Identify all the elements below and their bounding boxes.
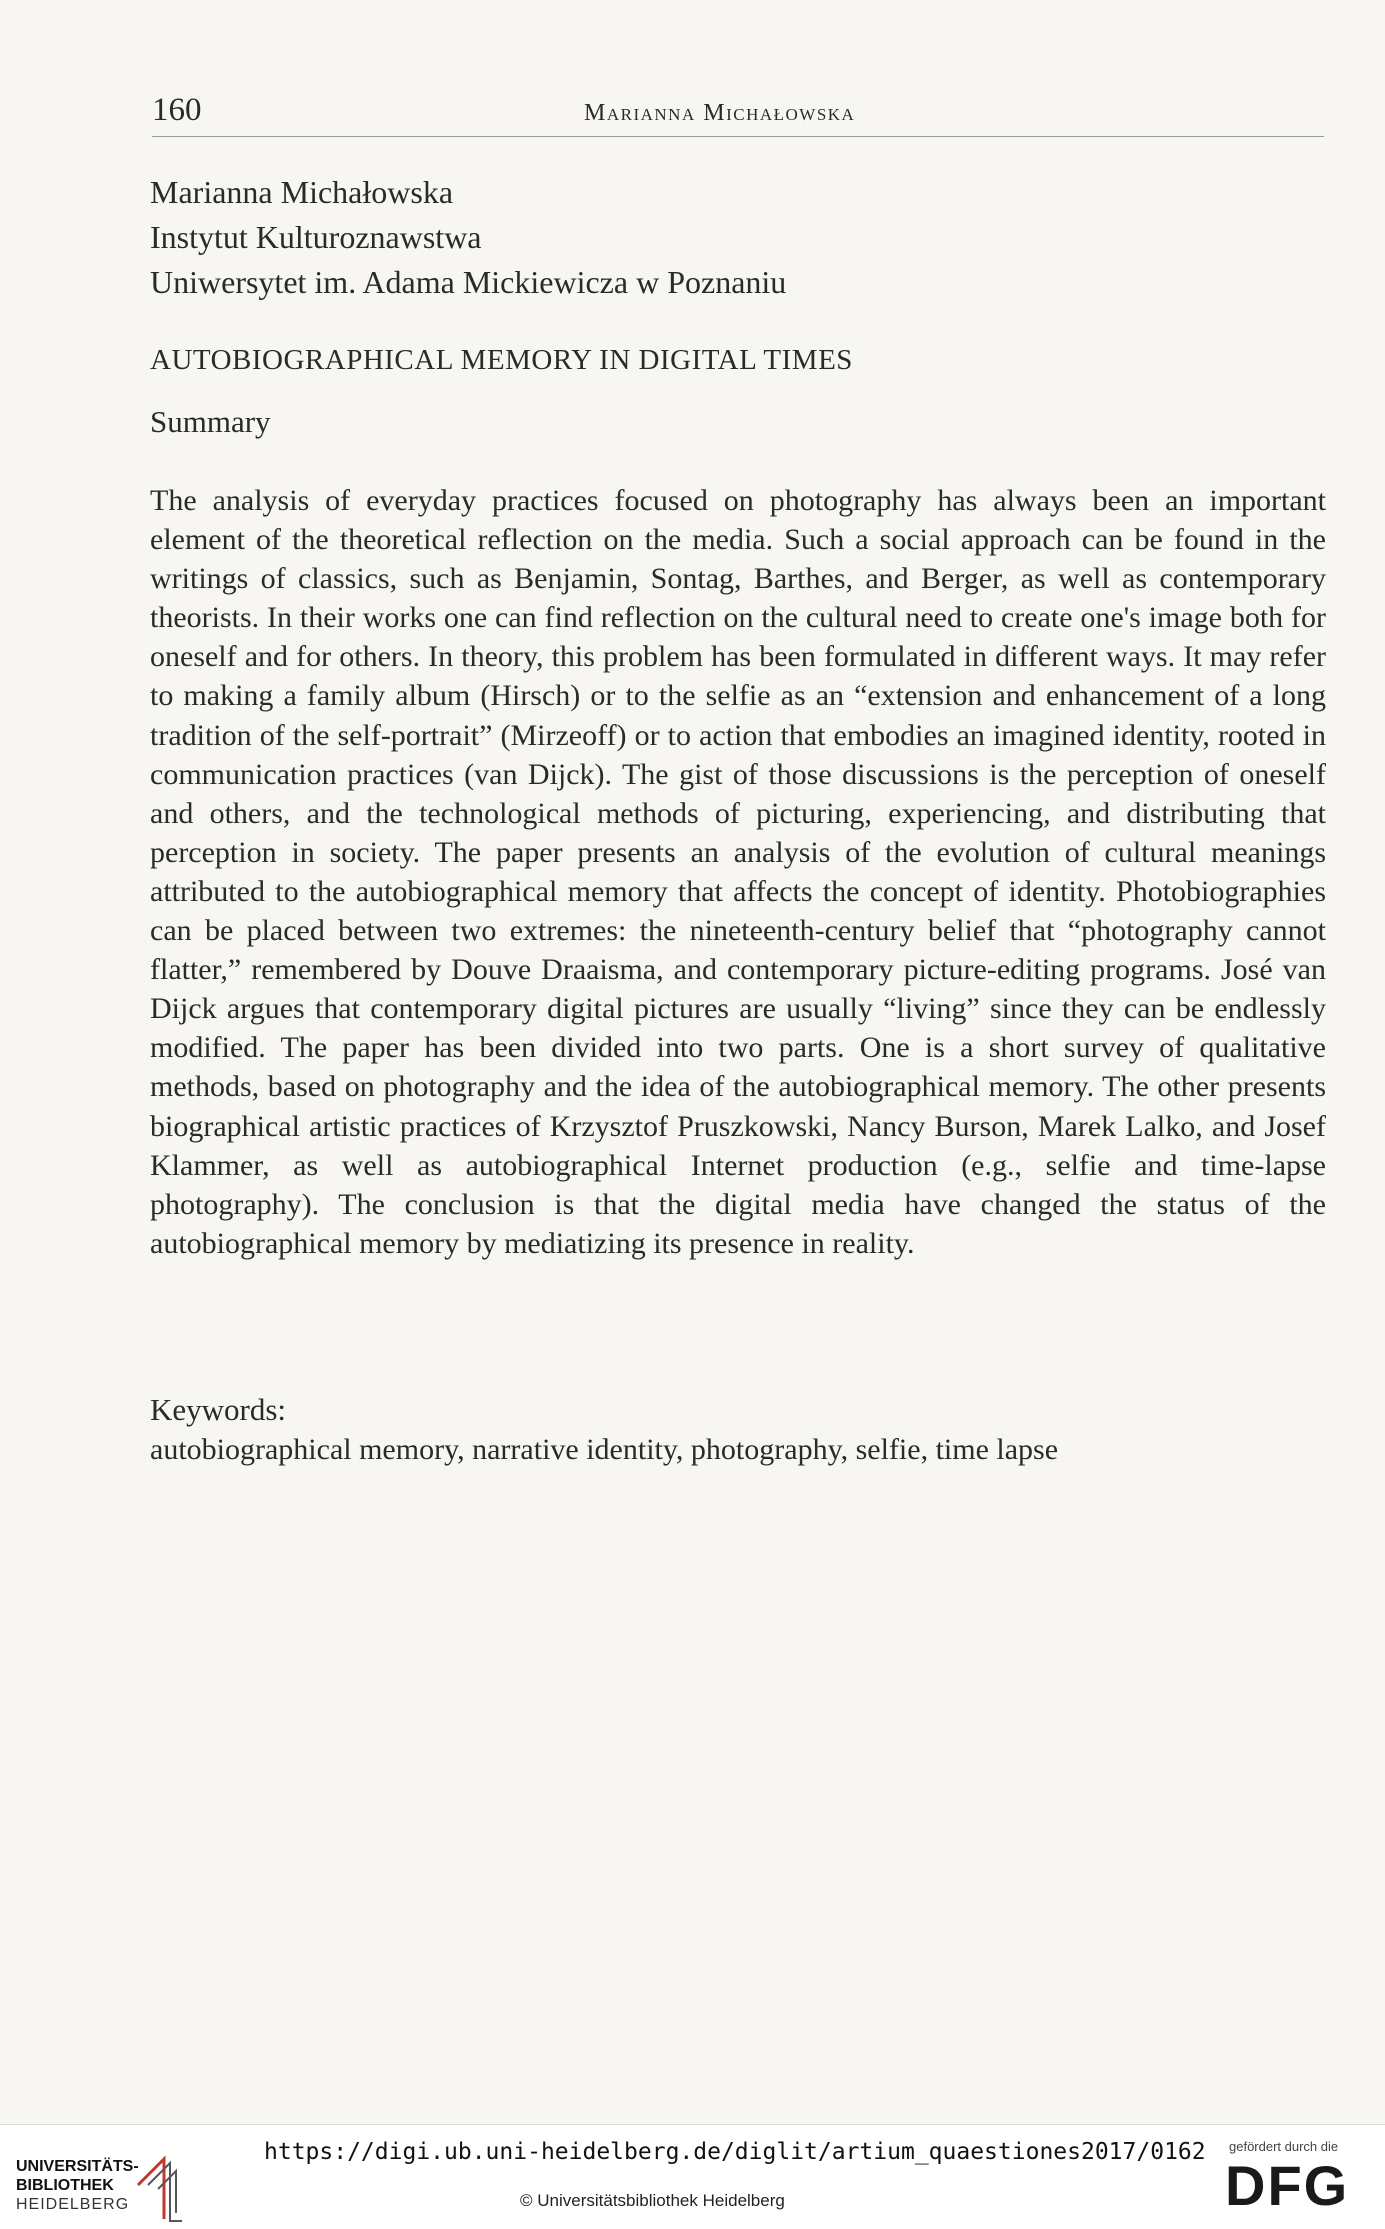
permalink-url[interactable]: https://digi.ub.uni-heidelberg.de/diglit/artium_quaestiones2017/0162: [264, 2139, 1206, 2165]
author-name: Marianna Michałowska: [150, 174, 454, 210]
library-line-1: UNIVERSITÄTS-: [16, 2158, 139, 2175]
keywords-list: autobiographical memory, narrative identity, photography, selfie, time lapse: [150, 1433, 1059, 1466]
library-wordmark: [16, 2157, 139, 2214]
running-head-author: Marianna Michałowska: [584, 100, 856, 126]
dfg-logo[interactable]: [1225, 2133, 1375, 2223]
library-line-2: BIBLIOTHEK: [16, 2177, 114, 2194]
institute-name: Instytut Kulturoznawstwa: [150, 219, 482, 255]
university-name: Uniwersytet im. Adama Mickiewicza w Poznaniu: [150, 264, 787, 300]
running-head: [152, 92, 1324, 137]
keywords-heading: Keywords:: [150, 1392, 287, 1427]
funder-note: gefördert durch die: [1229, 2139, 1339, 2154]
article-title: AUTOBIOGRAPHICAL MEMORY IN DIGITAL TIMES: [150, 344, 853, 376]
page-number: 160: [152, 92, 202, 128]
digitization-footer: [0, 2124, 1385, 2229]
abstract-text: The analysis of everyday practices focused on photography has always been an important element of the theoretical reflection on the media. Such a social approach can be found in the writings of classics, such as Benjamin, Sontag, Barthes, and Berger, as well as contemporary theorists. In their works one can find reflection on the cultural need to create one's image both for oneself and for others. In theory, this problem has been formulated in different ways. It may refer to making a family album (Hirsch) or to the selfie as an “extension and enhancement of a long tradition of the self-portrait” (Mirzeoff) or to action that embodies an imagined identity, rooted in communication practices (van Dijck). The gist of those discussions is the perception of oneself and others, and the technological methods of picturing, experiencing, and distributing that perception in society. The paper presents an analysis of the evolution of cultural meanings attributed to the autobiographical memory that affects the concept of identity. Photobiographies can be placed between two extremes: the nineteenth-century belief that “photography cannot flatter,” remembered by Douve Draaisma, and contemporary picture-editing programs. José van Dijck argues that contemporary digital pictures are usually “living” since they can be endlessly modified. The paper has been divided into two parts. One is a short survey of qualitative methods, based on photography and the idea of the autobiographical memory. The other presents biographical artistic practices of Krzysztof Pruszkowski, Nancy Burson, Marek Lalko, and Josef Klammer, as well as autobiographical Internet production (e.g., selfie and time-lapse photography). The conclusion is that the digital media have changed the status of the autobiographical memory by mediatizing its presence in reality.: [150, 484, 1326, 1260]
library-line-3: HEIDELBERG: [16, 2196, 130, 2213]
library-logo[interactable]: [16, 2145, 216, 2225]
author-affiliation: [150, 170, 786, 305]
library-mark-icon: [134, 2145, 204, 2225]
dfg-wordmark: DFG: [1225, 2154, 1350, 2217]
copyright-notice: © Universitätsbibliothek Heidelberg: [520, 2191, 785, 2210]
summary-heading: Summary: [150, 404, 271, 439]
